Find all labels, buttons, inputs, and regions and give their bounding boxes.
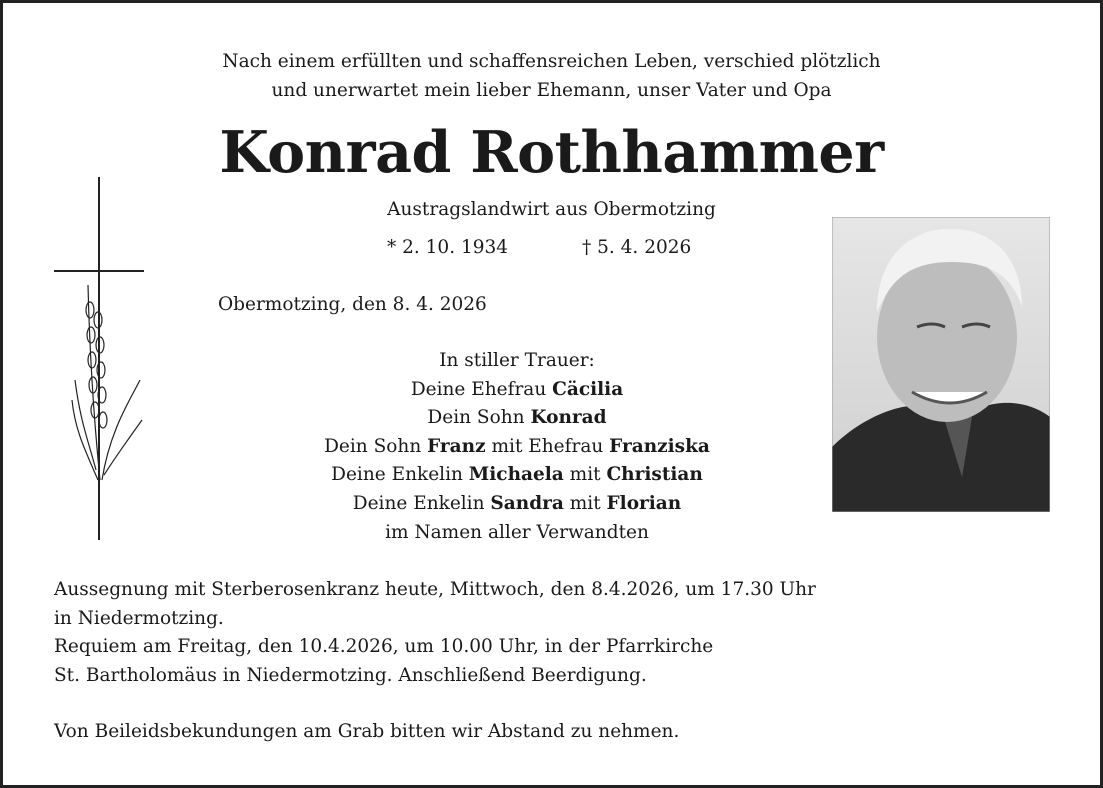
- relation: mit Ehefrau: [485, 435, 610, 457]
- place-date: Obermotzing, den 8. 4. 2026: [218, 294, 487, 315]
- mourner-name: Michaela: [468, 464, 564, 486]
- relation: Deine Ehefrau: [410, 378, 553, 400]
- cross-bar: [54, 270, 144, 272]
- notice-line: Aussegnung mit Sterberosenkranz heute, Mittwoch, den 8.4.2026, um 17.30 Uhr: [54, 579, 816, 600]
- notice-line: in Niedermotzing.: [54, 607, 224, 629]
- deceased-name: Konrad Rothhammer: [219, 119, 884, 186]
- mourners-heading: In stiller Trauer:: [439, 350, 595, 371]
- occupation: Austragslandwirt aus Obermotzing: [387, 199, 716, 220]
- death-date: † 5. 4. 2026: [582, 237, 692, 258]
- mourner-name: Sandra: [490, 492, 564, 514]
- mourners-footer: im Namen aller Verwandten: [385, 521, 649, 543]
- mourner-row: [267, 376, 767, 405]
- mourner-row: [267, 433, 767, 462]
- mourner-name: Christian: [606, 464, 703, 486]
- mourners-list: [267, 347, 767, 547]
- intro-line-1: Nach einem erfüllten und schaffensreichen Leben, verschied plötzlich: [222, 51, 881, 72]
- notice-line: Von Beileidsbekundungen am Grab bitten wir Abstand zu nehmen.: [54, 721, 680, 742]
- mourner-row: [267, 490, 767, 519]
- mourner-name: Franziska: [609, 435, 710, 457]
- mourner-name: Konrad: [530, 407, 607, 429]
- relation: Dein Sohn: [324, 435, 428, 457]
- relation: mit: [563, 492, 607, 514]
- mourner-row: [267, 404, 767, 433]
- intro-line-2: und unerwartet mein lieber Ehemann, unser Vater und Opa: [271, 80, 832, 101]
- mourner-name: Florian: [606, 492, 682, 514]
- notice-line: Requiem am Freitag, den 10.4.2026, um 10.00 Uhr, in der Pfarrkirche: [54, 636, 714, 657]
- relation: Deine Enkelin: [331, 464, 469, 486]
- mourner-name: Franz: [427, 435, 486, 457]
- service-notices: [54, 576, 816, 747]
- portrait-photo: [832, 217, 1050, 512]
- mourner-name: Cäcilia: [552, 378, 624, 400]
- mourner-row: [267, 461, 767, 490]
- wheat-icon: [60, 280, 145, 495]
- notice-line: St. Bartholomäus in Niedermotzing. Anschließend Beerdigung.: [54, 664, 647, 686]
- relation: Deine Enkelin: [352, 492, 491, 514]
- relation: mit: [563, 464, 607, 486]
- relation: Dein Sohn: [427, 407, 531, 429]
- birth-date: * 2. 10. 1934: [387, 237, 509, 258]
